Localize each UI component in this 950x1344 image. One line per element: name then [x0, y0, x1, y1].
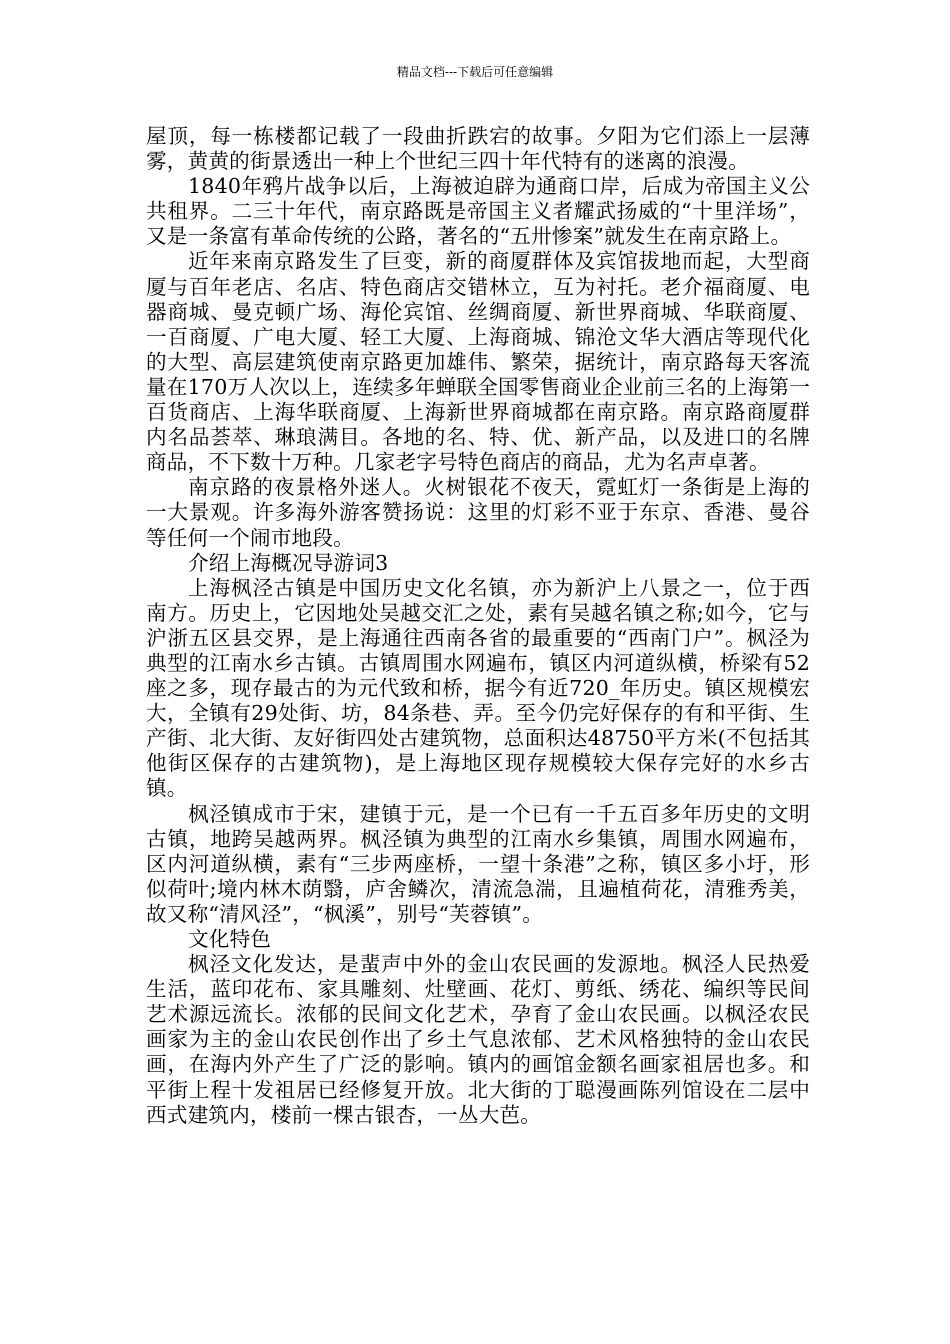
- paragraph: 上海枫泾古镇是中国历史文化名镇，亦为新沪上八景之一，位于西南方。历史上，它因地处吴越交汇之处，素有吴越名镇之称;如今，它与沪浙五区县交界，是上海通往西南各省的最重要的“西南门户”。枫泾为典型的江南水乡古镇。古镇周围水网遍布，镇区内河道纵横，桥梁有52座之多，现存最古的为元代致和桥，据今有近720_年历史。镇区规模宏大，全镇有29处街、坊，84条巷、弄。至今仍完好保存的有和平街、生产街、北大街、友好街四处古建筑物，总面积达48750平方米(不包括其他街区保存的古建筑物)，是上海地区现存规模较大保存完好的水乡古镇。: [146, 575, 810, 801]
- paragraph: 屋顶，每一栋楼都记载了一段曲折跌宕的故事。夕阳为它们添上一层薄雾，黄黄的街景透出一种上个世纪三四十年代特有的迷离的浪漫。: [146, 124, 810, 174]
- section-heading: 文化特色: [188, 927, 272, 951]
- paragraph: 南京路的夜景格外迷人。火树银花不夜天，霓虹灯一条街是上海的一大景观。许多海外游客赞扬说：这里的灯彩不亚于东京、香港、曼谷等任何一个闹市地段。: [146, 475, 810, 550]
- paragraph: 枫泾镇成市于宋，建镇于元，是一个已有一千五百多年历史的文明古镇，地跨吴越两界。枫泾镇为典型的江南水乡集镇，周围水网遍布，区内河道纵横，素有“三步两座桥，一望十条港”之称，镇区多小圩，形似荷叶;境内林木荫翳，庐舍鳞次，清流急湍，且遍植荷花，清雅秀美，故又称“清风泾”，“枫溪”，别号“芙蓉镇”。: [146, 801, 810, 926]
- paragraph: 枫泾文化发达，是蜚声中外的金山农民画的发源地。枫泾人民热爱生活，蓝印花布、家具雕刻、灶壁画、花灯、剪纸、绣花、编织等民间艺术源远流长。浓郁的民间文化艺术，孕育了金山农民画。以枫泾农民画家为主的金山农民创作出了乡土气息浓郁、艺术风格独特的金山农民画，在海内外产生了广泛的影响。镇内的画馆金额名画家祖居也多。和平街上程十发祖居已经修复开放。北大街的丁聪漫画陈列馆设在二层中西式建筑内，楼前一棵古银杏，一丛大芭。: [146, 952, 810, 1127]
- paragraph: 1840年鸦片战争以后，上海被迫辟为通商口岸，后成为帝国主义公共租界。二三十年代，南京路既是帝国主义者耀武扬威的“十里洋场”，又是一条富有革命传统的公路，著名的“五卅惨案”就发生在南京路上。: [146, 174, 810, 249]
- page-header: 精品文档---下载后可任意编辑: [396, 65, 554, 79]
- paragraph: 近年来南京路发生了巨变，新的商厦群体及宾馆拔地而起，大型商厦与百年老店、名店、特色商店交错林立，互为衬托。老介福商厦、电器商城、曼克顿广场、海伦宾馆、丝绸商厦、新世界商城、华联商厦、一百商厦、广电大厦、轻工大厦、上海商城、锦沧文华大酒店等现代化的大型、高层建筑使南京路更加雄伟、繁荣，据统计，南京路每天客流量在170万人次以上，连续多年蝉联全国零售商业企业前三名的上海第一百货商店、上海华联商厦、上海新世界商城都在南京路。南京路商厦群内名品荟萃、琳琅满目。各地的名、特、优、新产品，以及进口的名牌商品，不下数十万种。几家老字号特色商店的商品，尤为名声卓著。: [146, 249, 810, 475]
- section-heading: 介绍上海概况导游词3: [188, 550, 389, 575]
- document-body: [146, 124, 810, 1128]
